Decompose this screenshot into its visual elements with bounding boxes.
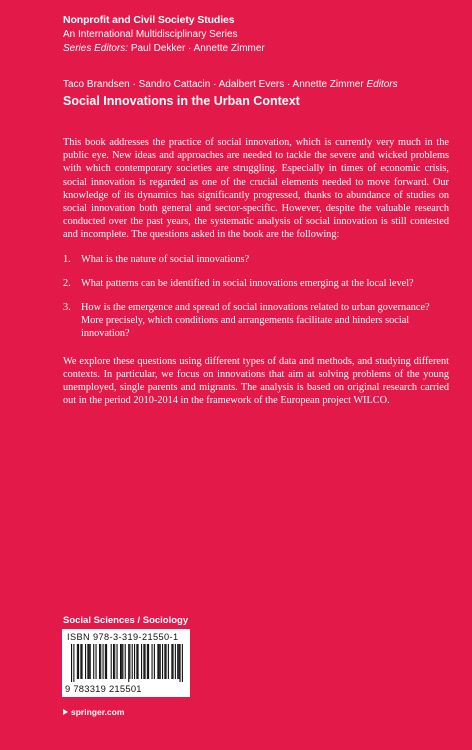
series-editors <box>63 42 443 56</box>
question-text: How is the emergence and spread of social innovations related to urban governance? More precisely, which conditions and arrangements facilitate and hinders social innovation? <box>81 302 430 340</box>
question-text: What is the nature of social innovations? <box>81 253 250 265</box>
question-text: What patterns can be identified in social innovations emerging at the local level? <box>81 277 414 289</box>
book-editors <box>63 78 453 92</box>
book-editors-names: Taco Brandsen · Sandro Cattacin · Adalbert Evers · Annette Zimmer <box>63 79 364 90</box>
isbn-label: ISBN 978-3-319-21550-1 <box>67 632 179 642</box>
book-title: Social Innovations in the Urban Context <box>63 94 300 108</box>
blurb-intro: This book addresses the practice of social innovation, which is currently very much in the public eye. New ideas and approaches are needed to tackle the severe and wicked problems with which contemporary societies are struggling. Especially in times of economic crisis, social innovation is regarded as one of the crucial elements needed to move forward. Our knowledge of its dynamics has significantly progressed, thanks to abundance of studies on social innovation both general and sector-specific. However, despite the valuable research conducted over the past years, the systematic analysis of social innovation is still contested and incomplete. The questions asked in the book are the following: <box>63 137 449 241</box>
question-list <box>63 253 449 341</box>
subject-category: Social Sciences / Sociology <box>63 615 189 626</box>
question-number: 1. <box>63 253 71 265</box>
barcode-digits: 9 783319 215501 <box>65 683 142 694</box>
question-number: 3. <box>63 302 71 314</box>
blurb <box>63 136 449 407</box>
series-block <box>63 13 443 56</box>
publisher-link[interactable] <box>63 707 124 717</box>
publisher-url-text: springer.com <box>71 707 125 717</box>
series-subtitle: An International Multidisciplinary Series <box>63 29 238 40</box>
book-editors-label: Editors <box>366 79 398 90</box>
question-item <box>63 253 449 266</box>
arrow-right-icon <box>63 709 68 715</box>
series-title: Nonprofit and Civil Society Studies <box>63 14 235 26</box>
series-editors-label: Series Editors: <box>63 43 129 54</box>
blurb-closing: We explore these questions using different types of data and methods, and studying different contexts. In particular, we focus on innovations that aim at solving problems of the young unemployed, single parents and migrants. The analysis is based on original research carried out in the period 2010-2014 in the framework of the European project WILCO. <box>63 355 449 407</box>
question-item <box>63 301 449 341</box>
barcode-icon <box>71 644 183 682</box>
isbn-barcode <box>62 629 190 697</box>
series-editors-names: Paul Dekker · Annette Zimmer <box>130 43 265 54</box>
question-item <box>63 277 449 290</box>
question-number: 2. <box>63 277 71 289</box>
